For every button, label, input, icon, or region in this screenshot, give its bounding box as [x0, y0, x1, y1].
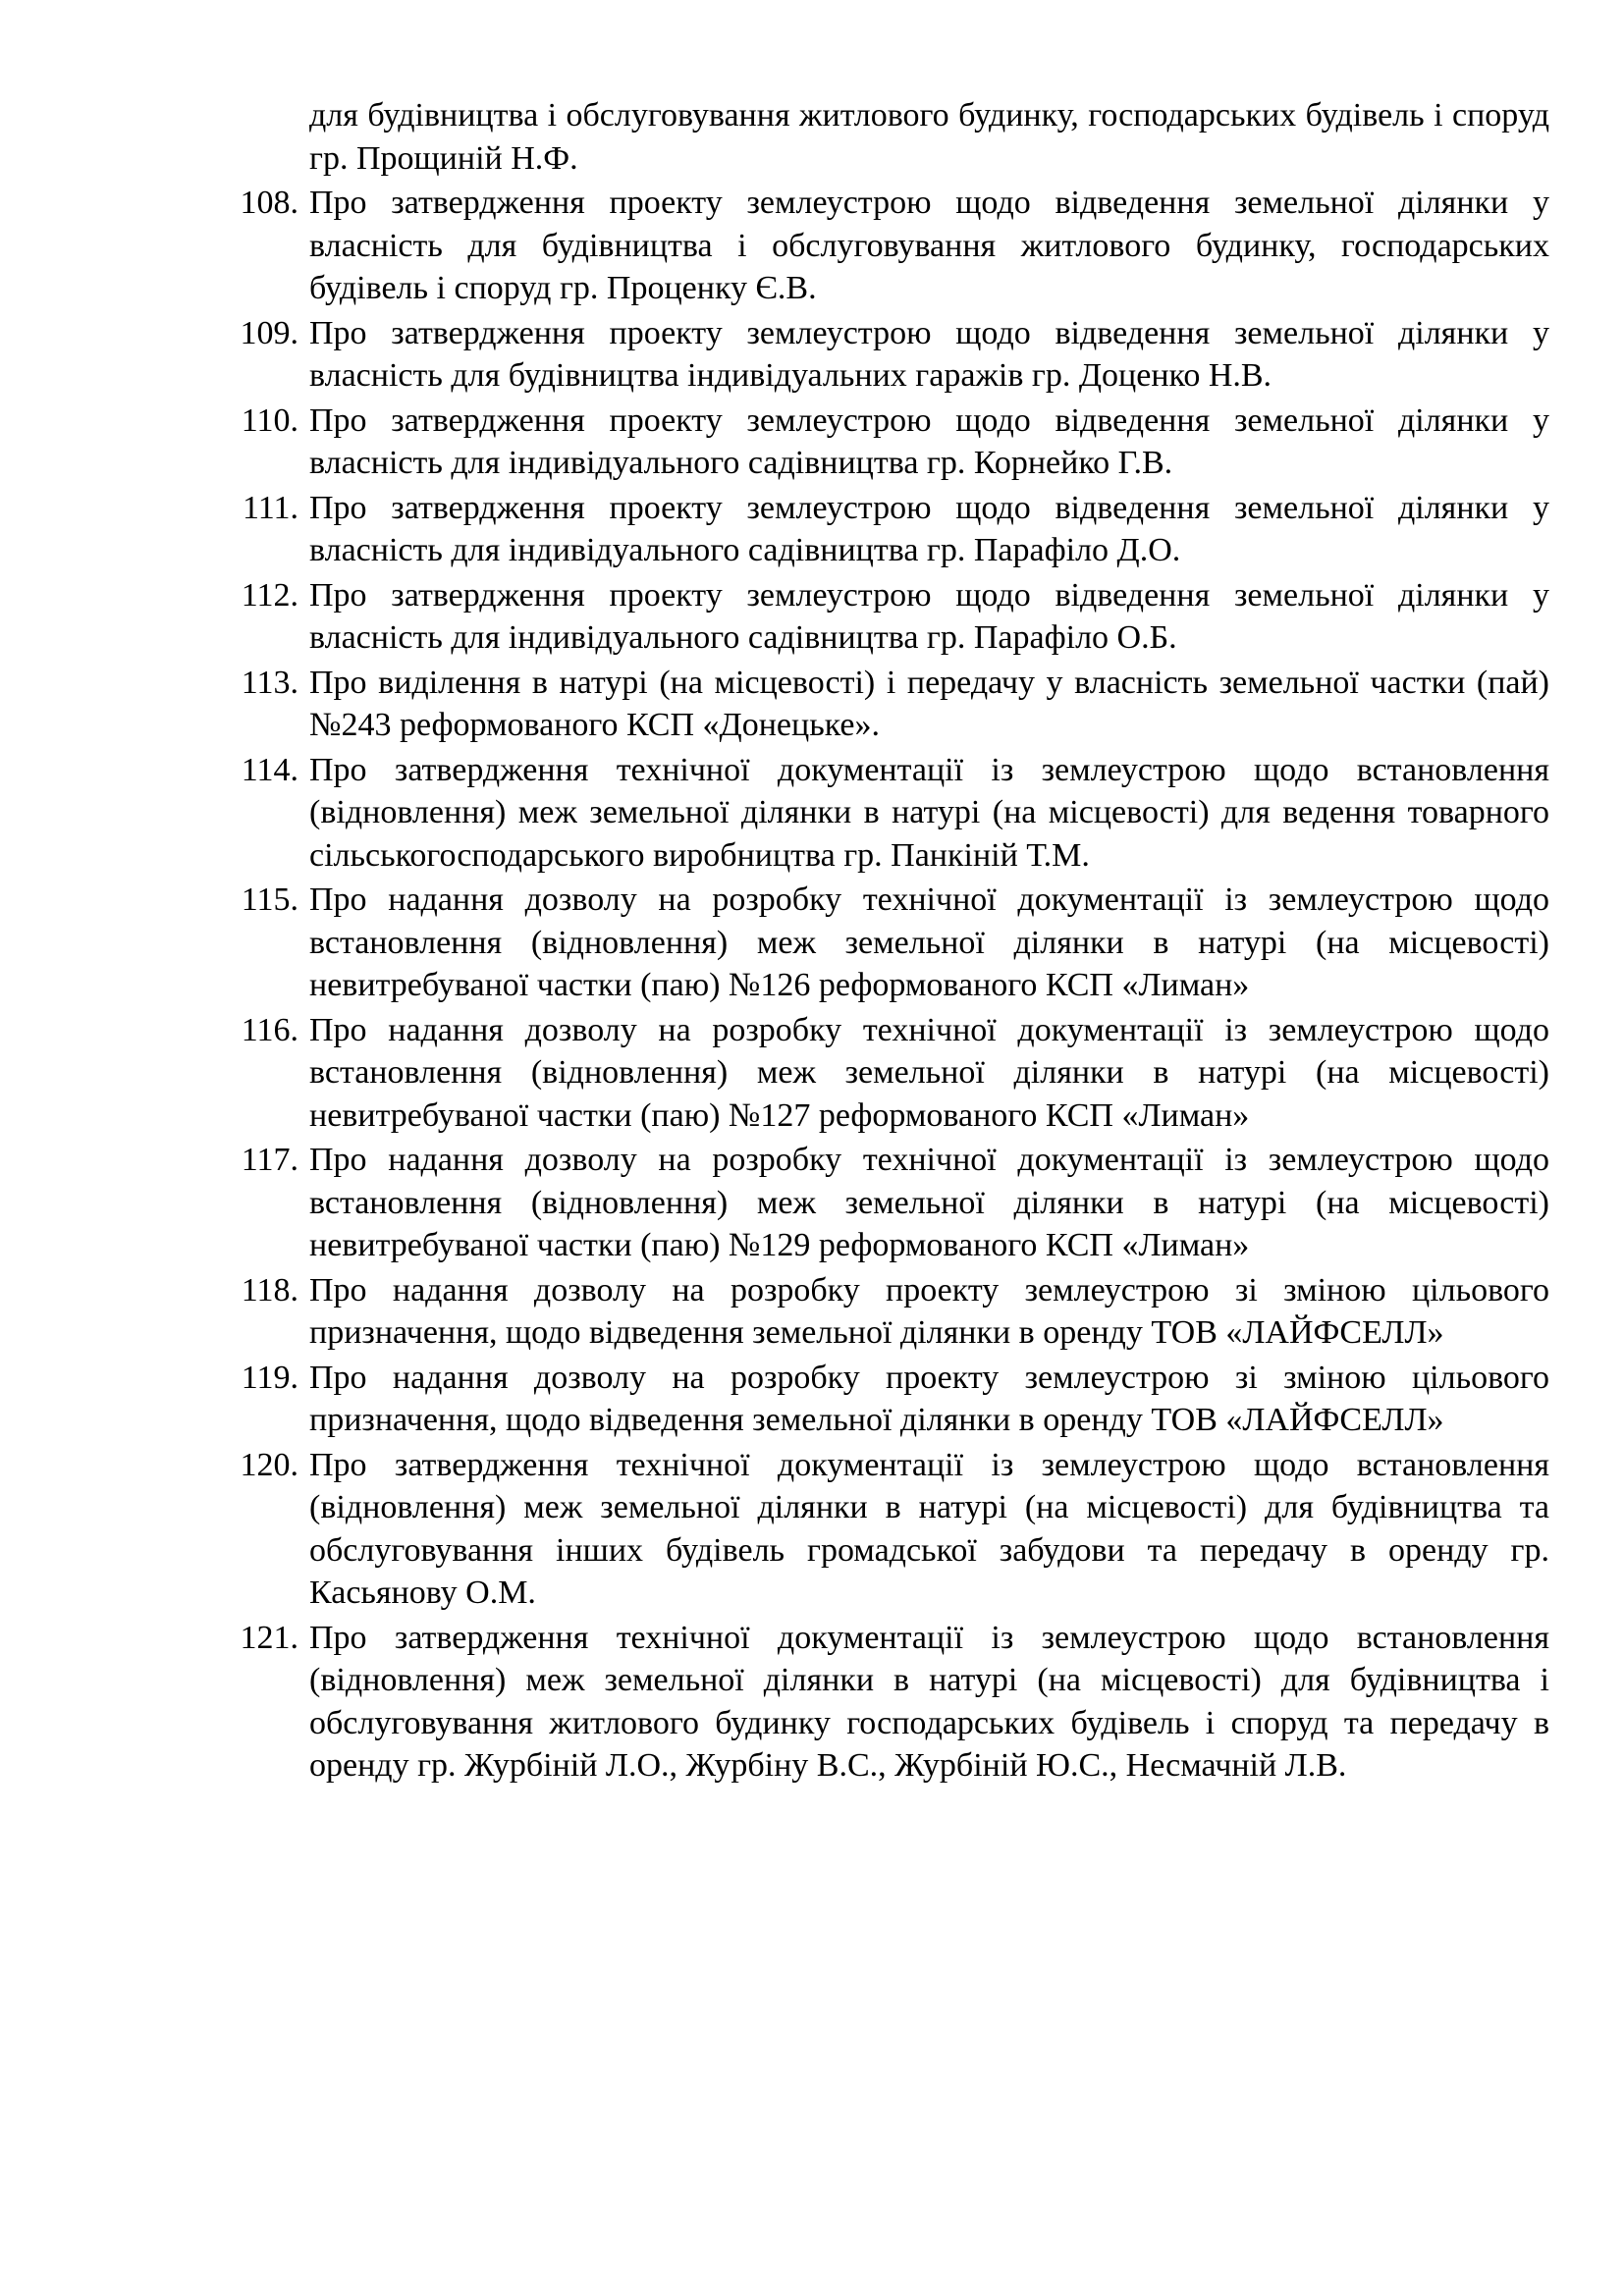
list-item-116	[0, 1009, 1624, 1138]
item-text: Про надання дозволу на розробку проекту землеустрою зі зміною цільового призначення, щодо відведення земельної ділянки в оренду ТОВ «ЛАЙФСЕЛЛ»	[309, 1271, 1549, 1351]
list-item-113	[0, 662, 1624, 747]
item-text: для будівництва і обслуговування житлового будинку, господарських будівель і споруд гр. Прощиній Н.Ф.	[309, 97, 1549, 177]
item-text: Про затвердження проекту землеустрою щодо відведення земельної ділянки у власність для індивідуального садівництва гр. Парафіло О.Б.	[309, 576, 1549, 656]
item-number: 114.	[241, 751, 298, 788]
list-item-111	[0, 487, 1624, 572]
item-text: Про затвердження проекту землеустрою щодо відведення земельної ділянки у власність для індивідуального садівництва гр. Парафіло Д.О.	[309, 489, 1549, 568]
list-item-120	[0, 1444, 1624, 1615]
item-number: 116.	[241, 1011, 298, 1048]
list-item-108	[0, 182, 1624, 310]
list-item-119	[0, 1357, 1624, 1442]
list-item-114	[0, 749, 1624, 878]
item-number: 111.	[243, 489, 298, 526]
item-text: Про надання дозволу на розробку проекту землеустрою зі зміною цільового призначення, щодо відведення земельної ділянки в оренду ТОВ «ЛАЙФСЕЛЛ»	[309, 1359, 1549, 1438]
item-number: 112.	[241, 576, 298, 614]
item-text: Про затвердження технічної документації із землеустрою щодо встановлення (відновлення) меж земельної ділянки в натурі (на місцевості) для ведення товарного сільськогосподарського виробництва гр. Панкіній Т.М.	[309, 751, 1549, 874]
item-text: Про виділення в натурі (на місцевості) і передачу у власність земельної частки (пай) №243 реформованого КСП «Донецьке».	[309, 664, 1549, 743]
item-text: Про затвердження проекту землеустрою щодо відведення земельної ділянки у власність для будівництва і обслуговування житлового будинку, господарських будівель і споруд гр. Проценку Є.В.	[309, 185, 1549, 306]
agenda-list	[0, 94, 1624, 1789]
list-item-109	[0, 312, 1624, 398]
item-number: 120.	[240, 1446, 298, 1483]
list-item-117	[0, 1139, 1624, 1267]
item-number: 108.	[240, 185, 298, 221]
list-item-121	[0, 1617, 1624, 1788]
item-number: 113.	[241, 664, 298, 701]
item-number: 117.	[241, 1142, 298, 1178]
item-text: Про надання дозволу на розробку технічної документації із землеустрою щодо встановлення (відновлення) меж земельної ділянки в натурі (на місцевості) невитребуваної частки (паю) №129 реформованого КСП «Лиман»	[309, 1142, 1549, 1263]
item-text: Про надання дозволу на розробку технічної документації із землеустрою щодо встановлення (відновлення) меж земельної ділянки в натурі (на місцевості) невитребуваної частки (паю) №127 реформованого КСП «Лиман»	[309, 1011, 1549, 1134]
list-item-110	[0, 400, 1624, 485]
item-text: Про затвердження проекту землеустрою щодо відведення земельної ділянки у власність для будівництва індивідуальних гаражів гр. Доценко Н.В.	[309, 314, 1549, 394]
item-number: 115.	[241, 881, 298, 918]
list-item-112	[0, 574, 1624, 660]
item-text: Про затвердження проекту землеустрою щодо відведення земельної ділянки у власність для індивідуального садівництва гр. Корнейко Г.В.	[309, 401, 1549, 481]
item-number: 109.	[240, 314, 298, 351]
list-item-continuation	[0, 94, 1624, 180]
list-item-118	[0, 1269, 1624, 1355]
list-item-115	[0, 879, 1624, 1007]
item-number: 110.	[241, 401, 298, 439]
item-number: 119.	[241, 1359, 298, 1396]
item-text: Про затвердження технічної документації із землеустрою щодо встановлення (відновлення) меж земельної ділянки в натурі (на місцевості) для будівництва і обслуговування житлового будинку господарських будівель і споруд та передачу в оренду гр. Журбіній Л.О., Журбіну В.С., Журбіній Ю.С., Несмачній Л.В.	[309, 1619, 1549, 1784]
item-number: 121.	[240, 1619, 298, 1656]
item-text: Про затвердження технічної документації із землеустрою щодо встановлення (відновлення) меж земельної ділянки в натурі (на місцевості) для будівництва та обслуговування інших будівель громадської забудови та передачу в оренду гр. Касьянову О.М.	[309, 1446, 1549, 1611]
item-number: 118.	[241, 1271, 298, 1308]
item-text: Про надання дозволу на розробку технічної документації із землеустрою щодо встановлення (відновлення) меж земельної ділянки в натурі (на місцевості) невитребуваної частки (паю) №126 реформованого КСП «Лиман»	[309, 881, 1549, 1003]
